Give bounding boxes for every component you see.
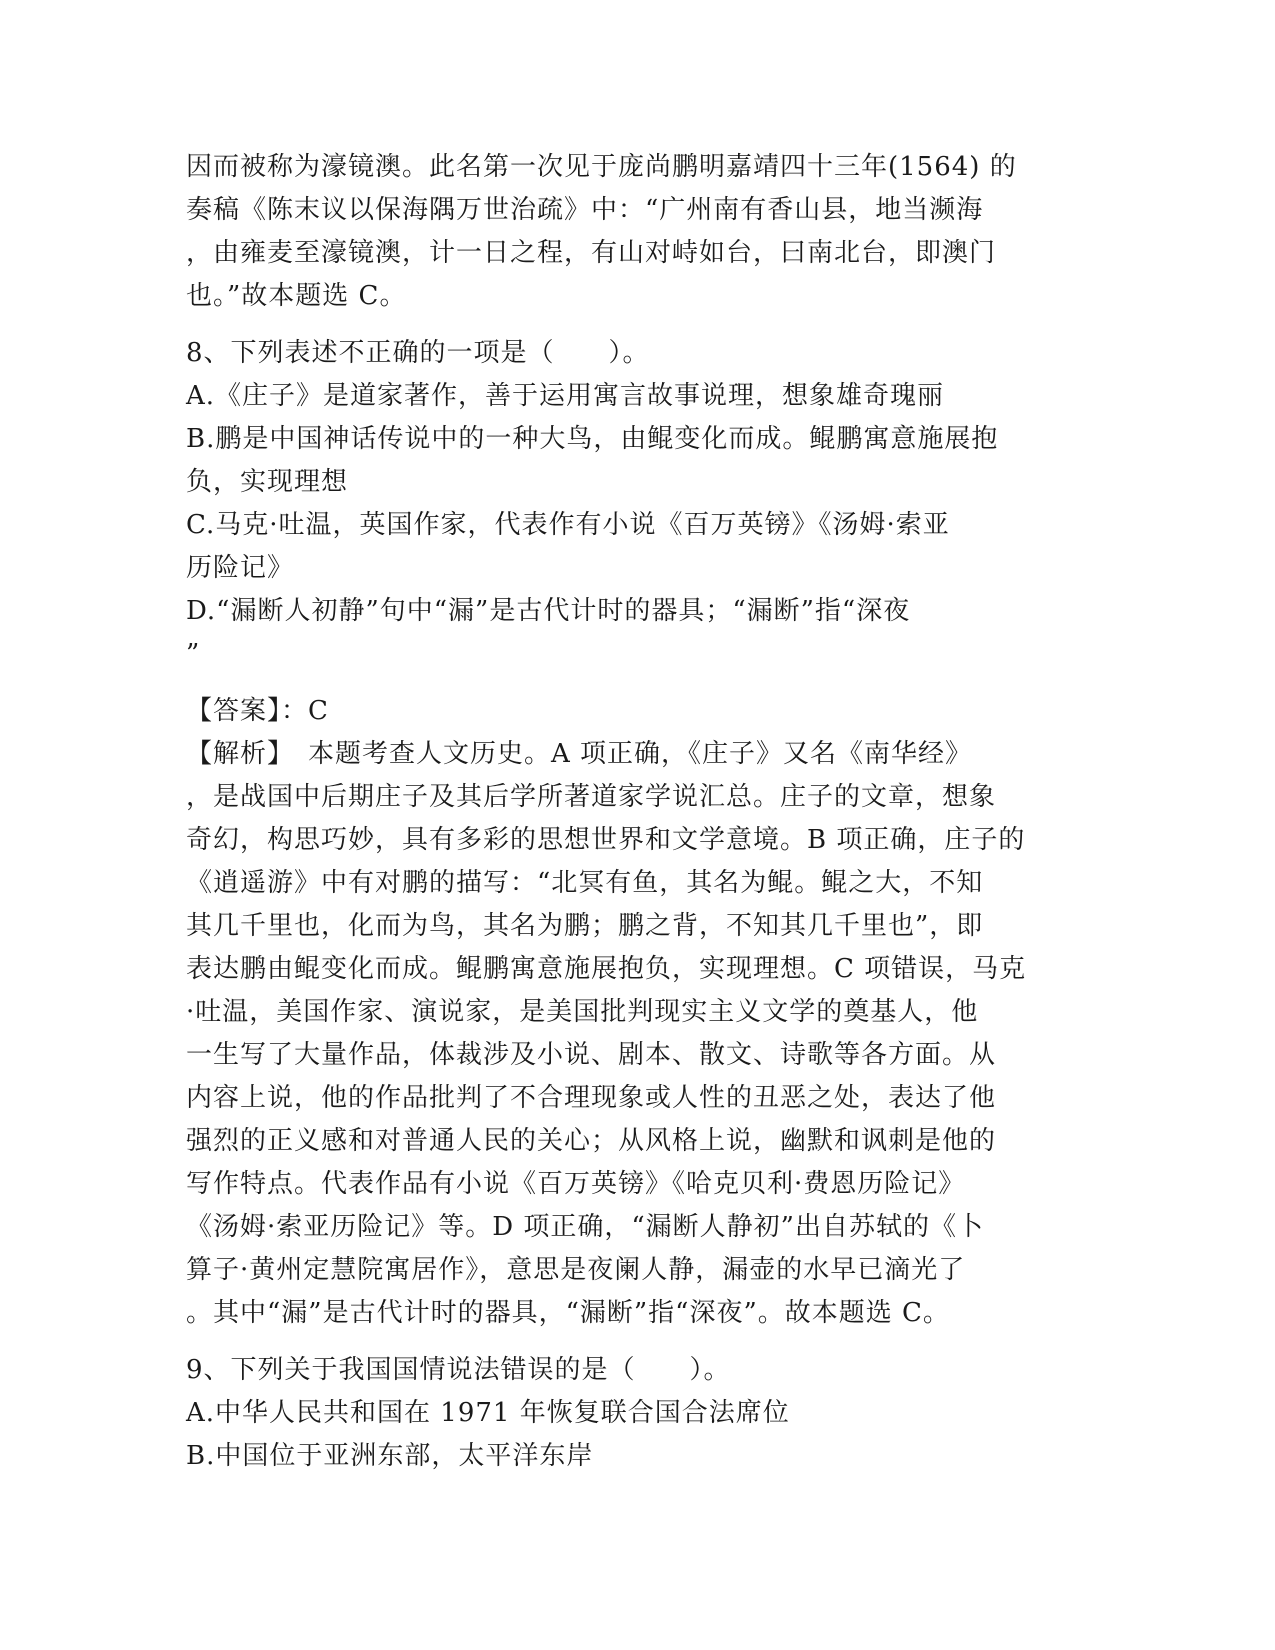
option-line: D.“漏断人初静”句中“漏”是古代计时的器具；“漏断”指“深夜: [186, 596, 911, 626]
option-line: B.中国位于亚洲东部，太平洋东岸: [186, 1441, 594, 1471]
text-line: ，由雍麦至濠镜澳，计一日之程，有山对峙如台，曰南北台，即澳门: [186, 238, 997, 268]
option-line: 历险记》: [186, 553, 295, 583]
text-line: 奏稿《陈末议以保海隅万世治疏》中：“广州南有香山县，地当濒海: [186, 195, 984, 225]
analysis-line: 奇幻，构思巧妙，具有多彩的思想世界和文学意境。B 项正确，庄子的: [186, 825, 1026, 855]
question-8: [186, 332, 1086, 1335]
analysis-line: 表达鹏由鲲变化而成。鲲鹏寓意施展抱负，实现理想。C 项错误，马克: [186, 954, 1027, 984]
analysis-line: 算子·黄州定慧院寓居作》，意思是夜阑人静，漏壶的水早已滴光了: [186, 1255, 966, 1285]
analysis-line: 《逍遥游》中有对鹏的描写：“北冥有鱼，其名为鲲。鲲之大，不知: [186, 868, 984, 898]
option-line: C.马克·吐温，英国作家，代表作有小说《百万英镑》《汤姆·索亚: [186, 510, 950, 540]
analysis-line: 。其中“漏”是古代计时的器具，“漏断”指“深夜”。故本题选 C。: [186, 1298, 950, 1328]
analysis-line: 《汤姆·索亚历险记》等。D 项正确，“漏断人静初”出自苏轼的《卜: [186, 1212, 984, 1242]
option-line: ”: [186, 639, 201, 669]
analysis-line: 其几千里也，化而为鸟，其名为鹏；鹏之背，不知其几千里也”，即: [186, 911, 984, 941]
analysis-line: 强烈的正义感和对普通人民的关心；从风格上说，幽默和讽刺是他的: [186, 1126, 997, 1156]
text-line: 也。”故本题选 C。: [186, 281, 407, 311]
analysis-line: 一生写了大量作品，体裁涉及小说、剧本、散文、诗歌等各方面。从: [186, 1040, 997, 1070]
question-8-text: 8、下列表述不正确的一项是（ ）。: [186, 338, 650, 368]
option-line: 负，实现理想: [186, 467, 349, 497]
analysis-line: 内容上说，他的作品批判了不合理现象或人性的丑恶之处，表达了他: [186, 1083, 997, 1113]
option-line: A.中华人民共和国在 1971 年恢复联合国合法席位: [186, 1398, 790, 1428]
option-line: A.《庄子》是道家著作，善于运用寓言故事说理，想象雄奇瑰丽: [186, 381, 945, 411]
answer-line: 【答案】：C: [186, 696, 329, 726]
analysis-line: 【解析】 本题考查人文历史。A 项正确，《庄子》又名《南华经》: [186, 739, 973, 769]
analysis-line: ，是战国中后期庄子及其后学所著道家学说汇总。庄子的文章，想象: [186, 782, 997, 812]
option-line: B.鹏是中国神话传说中的一种大鸟，由鲲变化而成。鲲鹏寓意施展抱: [186, 424, 999, 454]
text-line: 因而被称为濠镜澳。此名第一次见于庞尚鹏明嘉靖四十三年(1564) 的: [186, 152, 1017, 182]
question-9: [186, 1349, 1086, 1478]
intro-paragraph: [186, 146, 1086, 318]
analysis-line: 写作特点。代表作品有小说《百万英镑》《哈克贝利·费恩历险记》: [186, 1169, 966, 1199]
analysis-line: ·吐温，美国作家、演说家，是美国批判现实主义文学的奠基人，他: [186, 997, 979, 1027]
document-content: [186, 146, 1086, 1478]
question-9-text: 9、下列关于我国国情说法错误的是（ ）。: [186, 1355, 731, 1385]
